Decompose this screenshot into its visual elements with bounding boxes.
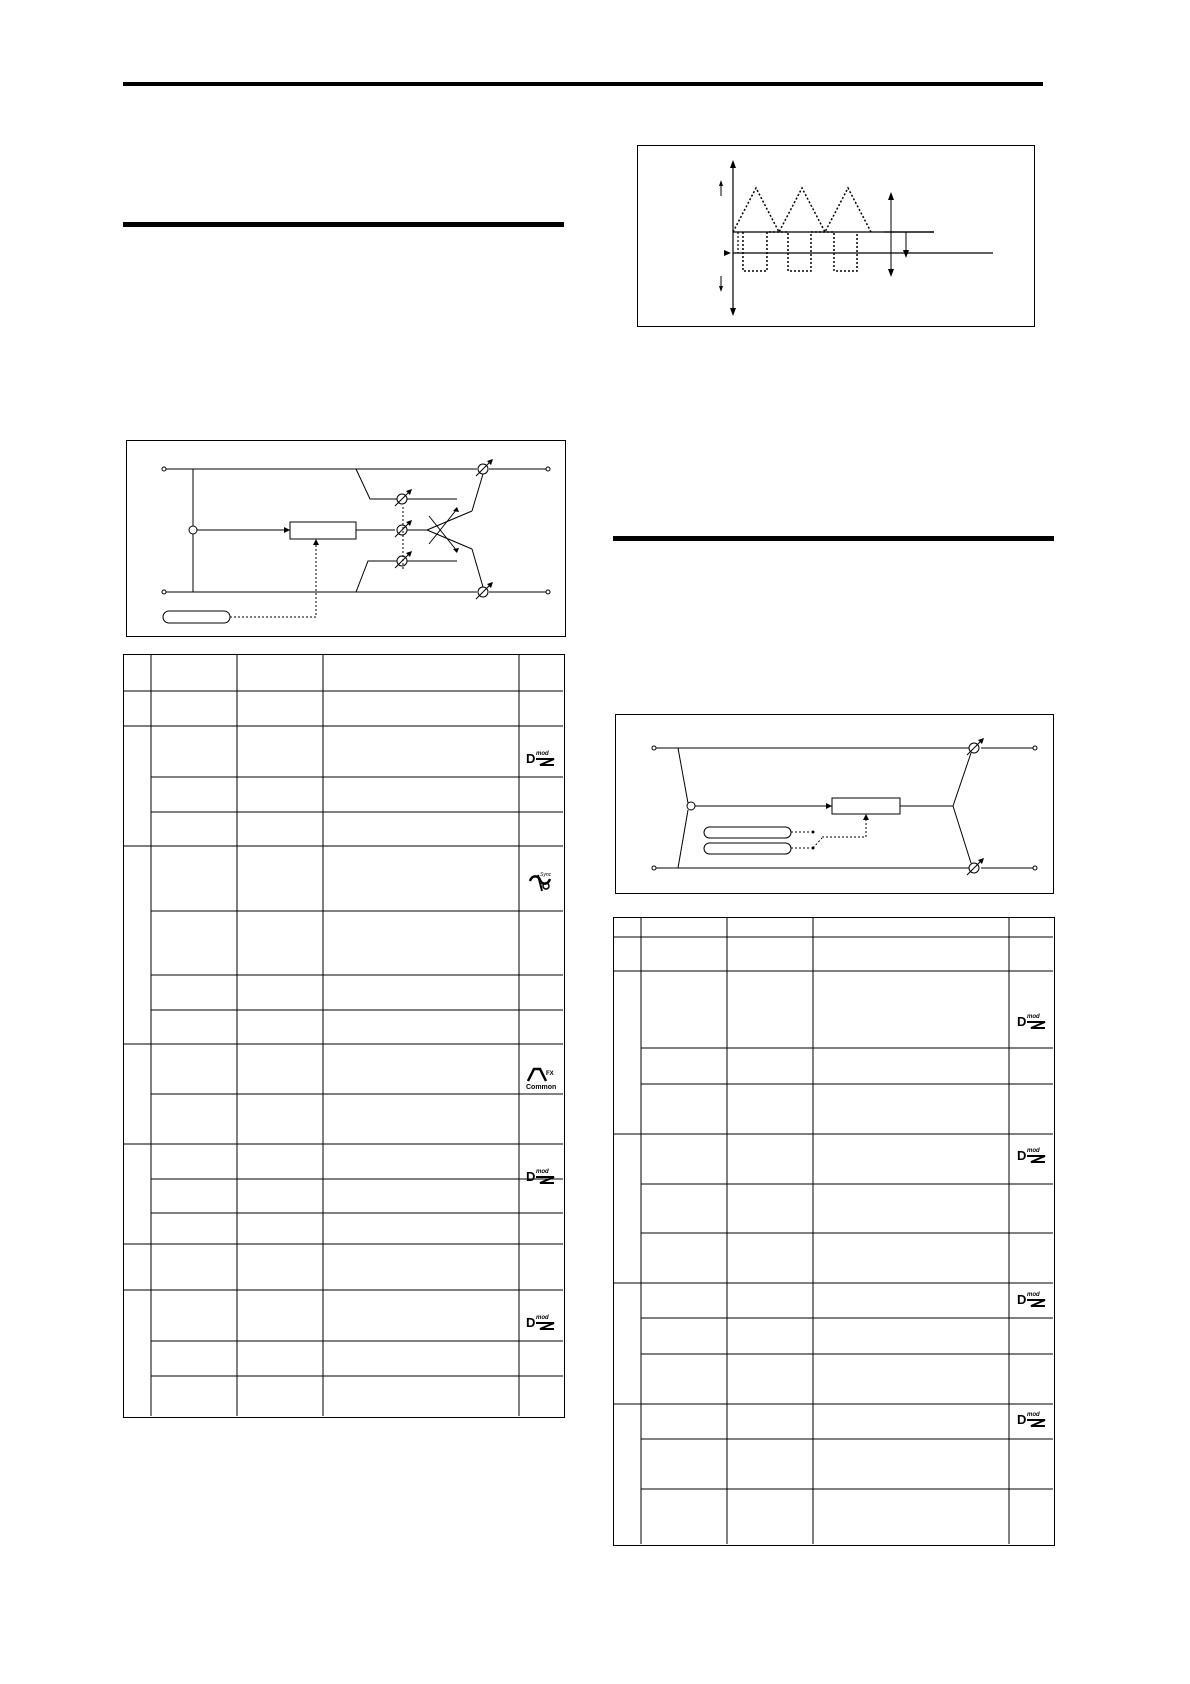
svg-text:Sync: Sync	[540, 872, 552, 878]
svg-text:D: D	[1017, 1148, 1027, 1163]
effect-block	[290, 522, 356, 539]
tempo-sync-icon	[530, 872, 552, 891]
dmod-icon	[1017, 1412, 1045, 1427]
section-rule-left	[123, 222, 564, 227]
input-l-terminal	[162, 467, 166, 471]
svg-text:D: D	[1017, 1014, 1027, 1029]
mixer-node	[189, 526, 197, 534]
dmod-icon	[1017, 1148, 1045, 1163]
svg-text:D: D	[1017, 1412, 1027, 1427]
svg-text:mod: mod	[1027, 1412, 1040, 1418]
up-arrow-icon	[730, 160, 736, 168]
svg-text:D: D	[1017, 1292, 1027, 1307]
right-arrow-icon	[724, 250, 731, 256]
square-wave	[743, 232, 857, 271]
dmod-icon	[526, 1315, 554, 1330]
output-l-terminal	[546, 467, 550, 471]
svg-text:mod: mod	[536, 1169, 549, 1175]
triangle-wave	[733, 188, 871, 232]
svg-text:mod: mod	[1027, 1014, 1040, 1020]
output-r-terminal	[546, 590, 550, 594]
down-arrow-icon	[730, 308, 736, 316]
svg-text:mod: mod	[1027, 1292, 1040, 1298]
input-r-terminal	[162, 590, 166, 594]
mod-source-pill-2	[704, 843, 791, 854]
left-parameter-table	[123, 654, 565, 1418]
dmod-icon	[526, 751, 554, 766]
svg-text:Common: Common	[526, 1084, 557, 1091]
right-parameter-table	[613, 917, 1055, 1546]
svg-text:FX: FX	[546, 1071, 554, 1077]
dmod-icon	[526, 1169, 554, 1184]
dmod-icon	[1017, 1014, 1045, 1029]
section-rule-right	[613, 536, 1054, 541]
mod-source-pill	[163, 611, 230, 623]
mod-source-pill-1	[704, 827, 791, 838]
left-signal-flow-diagram	[126, 440, 566, 637]
dmod-icon	[1017, 1292, 1045, 1307]
svg-text:D: D	[526, 1169, 536, 1184]
svg-text:D: D	[526, 751, 536, 766]
svg-text:mod: mod	[536, 751, 549, 757]
right-signal-flow-diagram	[615, 714, 1054, 894]
svg-text:mod: mod	[536, 1315, 549, 1321]
svg-text:mod: mod	[1027, 1148, 1040, 1154]
page-top-rule	[123, 82, 1043, 86]
right-effect-block	[832, 798, 900, 814]
waveform-svg	[638, 146, 1033, 325]
waveform-diagram	[637, 145, 1035, 327]
svg-text:D: D	[526, 1315, 536, 1330]
mfx-common-icon	[526, 1069, 556, 1091]
